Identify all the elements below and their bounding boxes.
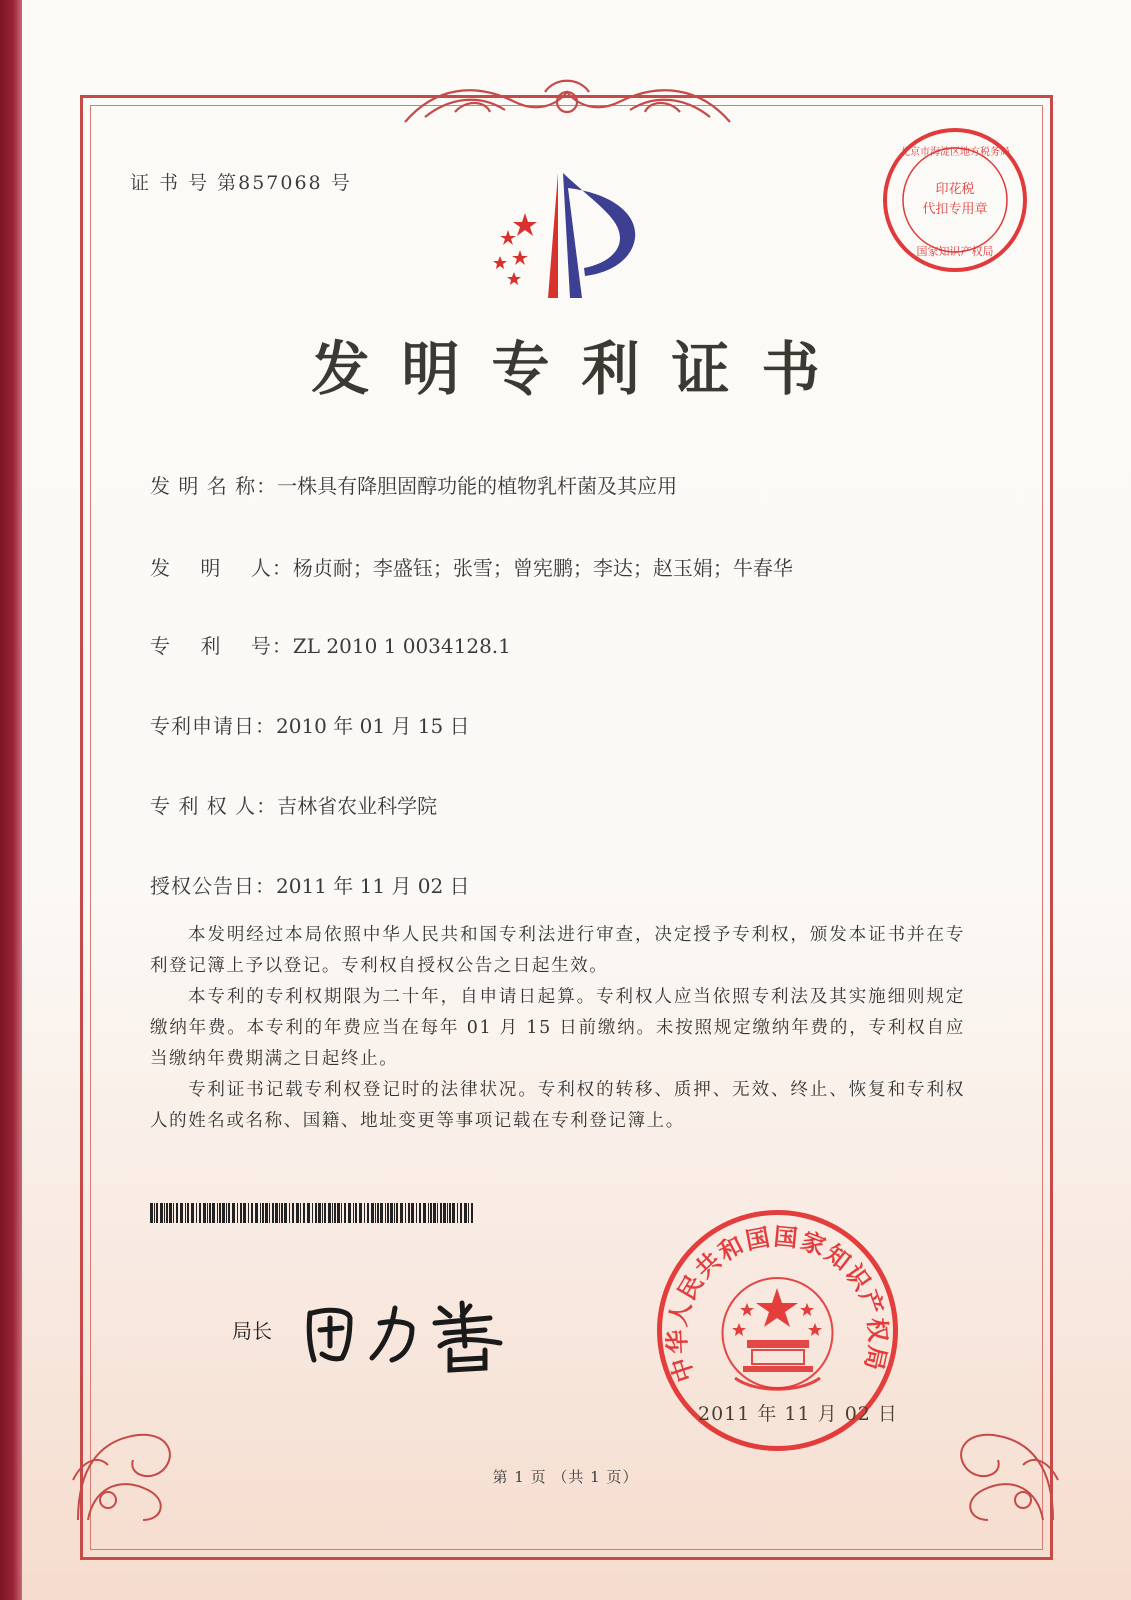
field-label: 专 利 权 人： (150, 794, 278, 818)
field-inventors (150, 552, 793, 581)
field-label: 专利申请日： (150, 714, 276, 738)
barcode-bar (226, 1203, 227, 1223)
body-paragraph-1: 本发明经过本局依照中华人民共和国专利法进行审查，决定授予专利权，颁发本证书并在专利登记簿上予以登记。专利权自授权公告之日起生效。 (150, 925, 965, 976)
barcode-bar (449, 1203, 451, 1223)
barcode-bar (385, 1203, 386, 1223)
barcode-bar (324, 1203, 326, 1223)
barcode-bar (243, 1203, 246, 1223)
barcode-bar (428, 1203, 429, 1223)
field-value: 吉林省农业科学院 (277, 794, 438, 818)
director-signature (300, 1288, 540, 1373)
barcode-bar (300, 1203, 301, 1223)
barcode-bar (433, 1203, 436, 1223)
barcode-bar (164, 1203, 165, 1223)
barcode-bar (443, 1203, 446, 1223)
page-number: 第 1 页 （共 1 页） (492, 1468, 639, 1486)
field-value: 杨贞耐；李盛钰；张雪；曾宪鹏；李达；赵玉娟；牛春华 (292, 556, 793, 580)
barcode-bar (334, 1203, 336, 1223)
body-text (150, 920, 965, 1137)
barcode-bar (240, 1203, 242, 1223)
barcode-bar (377, 1203, 379, 1223)
field-patent-no (150, 630, 511, 659)
barcode-bar (185, 1203, 186, 1223)
field-application-date (150, 710, 470, 739)
barcode-bar (272, 1203, 274, 1223)
field-label: 发 明 名 称： (150, 474, 278, 498)
barcode-bar (191, 1203, 194, 1223)
barcode-bar (468, 1203, 469, 1223)
barcode-bar (337, 1203, 340, 1223)
certificate-title: 发明专利证书 (311, 335, 852, 403)
field-label: 专 利 号： (150, 634, 293, 658)
barcode-bar (262, 1203, 264, 1223)
tax-stamp (880, 125, 1030, 275)
barcode-bar (207, 1203, 208, 1223)
barcode-bar (400, 1203, 403, 1223)
barcode-bar (322, 1203, 323, 1223)
barcode-bar (307, 1203, 310, 1223)
barcode-bar (289, 1203, 290, 1223)
barcode-bar (187, 1203, 189, 1223)
top-ornament (395, 72, 740, 132)
field-value: 一株具有降胆固醇功能的植物乳杆菌及其应用 (277, 474, 678, 498)
barcode-bar (255, 1203, 258, 1223)
barcode-bar (160, 1203, 163, 1223)
field-value: ZL 2010 1 0034128.1 (292, 634, 511, 658)
barcode-bar (471, 1203, 473, 1223)
barcode-bar (419, 1203, 421, 1223)
tax-stamp-bottom: 国家知识产权局 (916, 245, 994, 258)
barcode-bar (423, 1203, 426, 1223)
barcode-bar (219, 1203, 221, 1223)
barcode-bar (150, 1203, 153, 1223)
barcode-bar (209, 1203, 211, 1223)
barcode-bar (173, 1203, 174, 1223)
tax-stamp-line2: 代扣专用章 (922, 202, 988, 217)
field-value: 2011 年 11 月 02 日 (276, 874, 470, 898)
barcode-bar (303, 1203, 305, 1223)
barcode-bar (217, 1203, 218, 1223)
barcode-bar (355, 1203, 357, 1223)
barcode-bar (176, 1203, 178, 1223)
body-paragraph-3: 专利证书记载专利权登记时的法律状况。专利权的转移、质押、无效、终止、恢复和专利权人的姓名或名称、国籍、地址变更等事项记载在专利登记簿上。 (150, 1080, 965, 1131)
barcode-bar (228, 1203, 230, 1223)
barcode-bar (430, 1203, 432, 1223)
field-invention-name (150, 470, 677, 499)
barcode-bar (452, 1203, 455, 1223)
barcode-bar (344, 1203, 346, 1223)
barcode-bar (251, 1203, 253, 1223)
barcode-bar (328, 1203, 331, 1223)
barcode-bar (447, 1203, 448, 1223)
barcode-bar (364, 1203, 365, 1223)
field-grant-date (150, 870, 470, 899)
barcode-bar (166, 1203, 168, 1223)
director-label: 局长 (232, 1319, 272, 1343)
barcode-bar (156, 1203, 158, 1223)
barcode-bar (269, 1203, 270, 1223)
barcode-bar (284, 1203, 287, 1223)
barcode-bar (203, 1203, 206, 1223)
barcode-bar (380, 1203, 383, 1223)
barcode-bar (464, 1203, 467, 1223)
tax-stamp-outer: 北京市海淀区地方税务局 (900, 147, 1010, 158)
barcode-bar (281, 1203, 283, 1223)
corner-ornament-bottom-right (913, 1380, 1063, 1530)
barcode (150, 1203, 475, 1223)
barcode-bar (411, 1203, 414, 1223)
seal-text: 中华人民共和国国家知识产权局 (662, 1221, 894, 1386)
barcode-bar (318, 1203, 321, 1223)
certificate-number: 证 书 号 第857068 号 (130, 172, 352, 194)
barcode-bar (279, 1203, 280, 1223)
corner-ornament-bottom-left (68, 1380, 218, 1530)
barcode-bar (154, 1203, 155, 1223)
barcode-bar (312, 1203, 313, 1223)
tax-stamp-line1: 印花税 (935, 182, 975, 197)
barcode-bar (375, 1203, 376, 1223)
barcode-bar (232, 1203, 235, 1223)
barcode-bar (408, 1203, 410, 1223)
barcode-bar (180, 1203, 183, 1223)
barcode-bar (169, 1203, 172, 1223)
binding-strip (0, 0, 22, 1600)
barcode-bar (460, 1203, 462, 1223)
barcode-bar (371, 1203, 374, 1223)
barcode-bar (440, 1203, 442, 1223)
body-paragraph-2: 本专利的专利权期限为二十年，自申请日起算。专利权人应当依照专利法及其实施细则规定缴纳年费。本专利的年费应当在每年 01 月 15 日前缴纳。未按照规定缴纳年费的，专利权自应当缴纳年费期满之日起终止。 (150, 987, 965, 1069)
barcode-bar (199, 1203, 201, 1223)
barcode-bar (396, 1203, 398, 1223)
barcode-bar (367, 1203, 369, 1223)
barcode-bar (394, 1203, 395, 1223)
barcode-bar (387, 1203, 389, 1223)
field-patentee (150, 790, 437, 819)
barcode-bar (260, 1203, 261, 1223)
barcode-bar (405, 1203, 406, 1223)
barcode-bar (196, 1203, 197, 1223)
field-label: 授权公告日： (150, 874, 276, 898)
barcode-bar (332, 1203, 333, 1223)
sipo-logo (470, 168, 655, 308)
barcode-bar (248, 1203, 249, 1223)
barcode-bar (353, 1203, 354, 1223)
barcode-bar (265, 1203, 268, 1223)
barcode-bar (348, 1203, 351, 1223)
barcode-bar (237, 1203, 238, 1223)
barcode-bar (437, 1203, 438, 1223)
field-label: 发 明 人： (150, 556, 293, 580)
barcode-bar (390, 1203, 393, 1223)
barcode-bar (359, 1203, 362, 1223)
barcode-bar (341, 1203, 342, 1223)
barcode-bar (315, 1203, 317, 1223)
barcode-bar (296, 1203, 299, 1223)
barcode-bar (457, 1203, 458, 1223)
barcode-bar (292, 1203, 294, 1223)
barcode-bar (222, 1203, 225, 1223)
field-value: 2010 年 01 月 15 日 (276, 714, 470, 738)
barcode-bar (416, 1203, 417, 1223)
barcode-bar (275, 1203, 278, 1223)
barcode-bar (212, 1203, 215, 1223)
issue-date: 2011 年 11 月 02 日 (698, 1403, 898, 1425)
